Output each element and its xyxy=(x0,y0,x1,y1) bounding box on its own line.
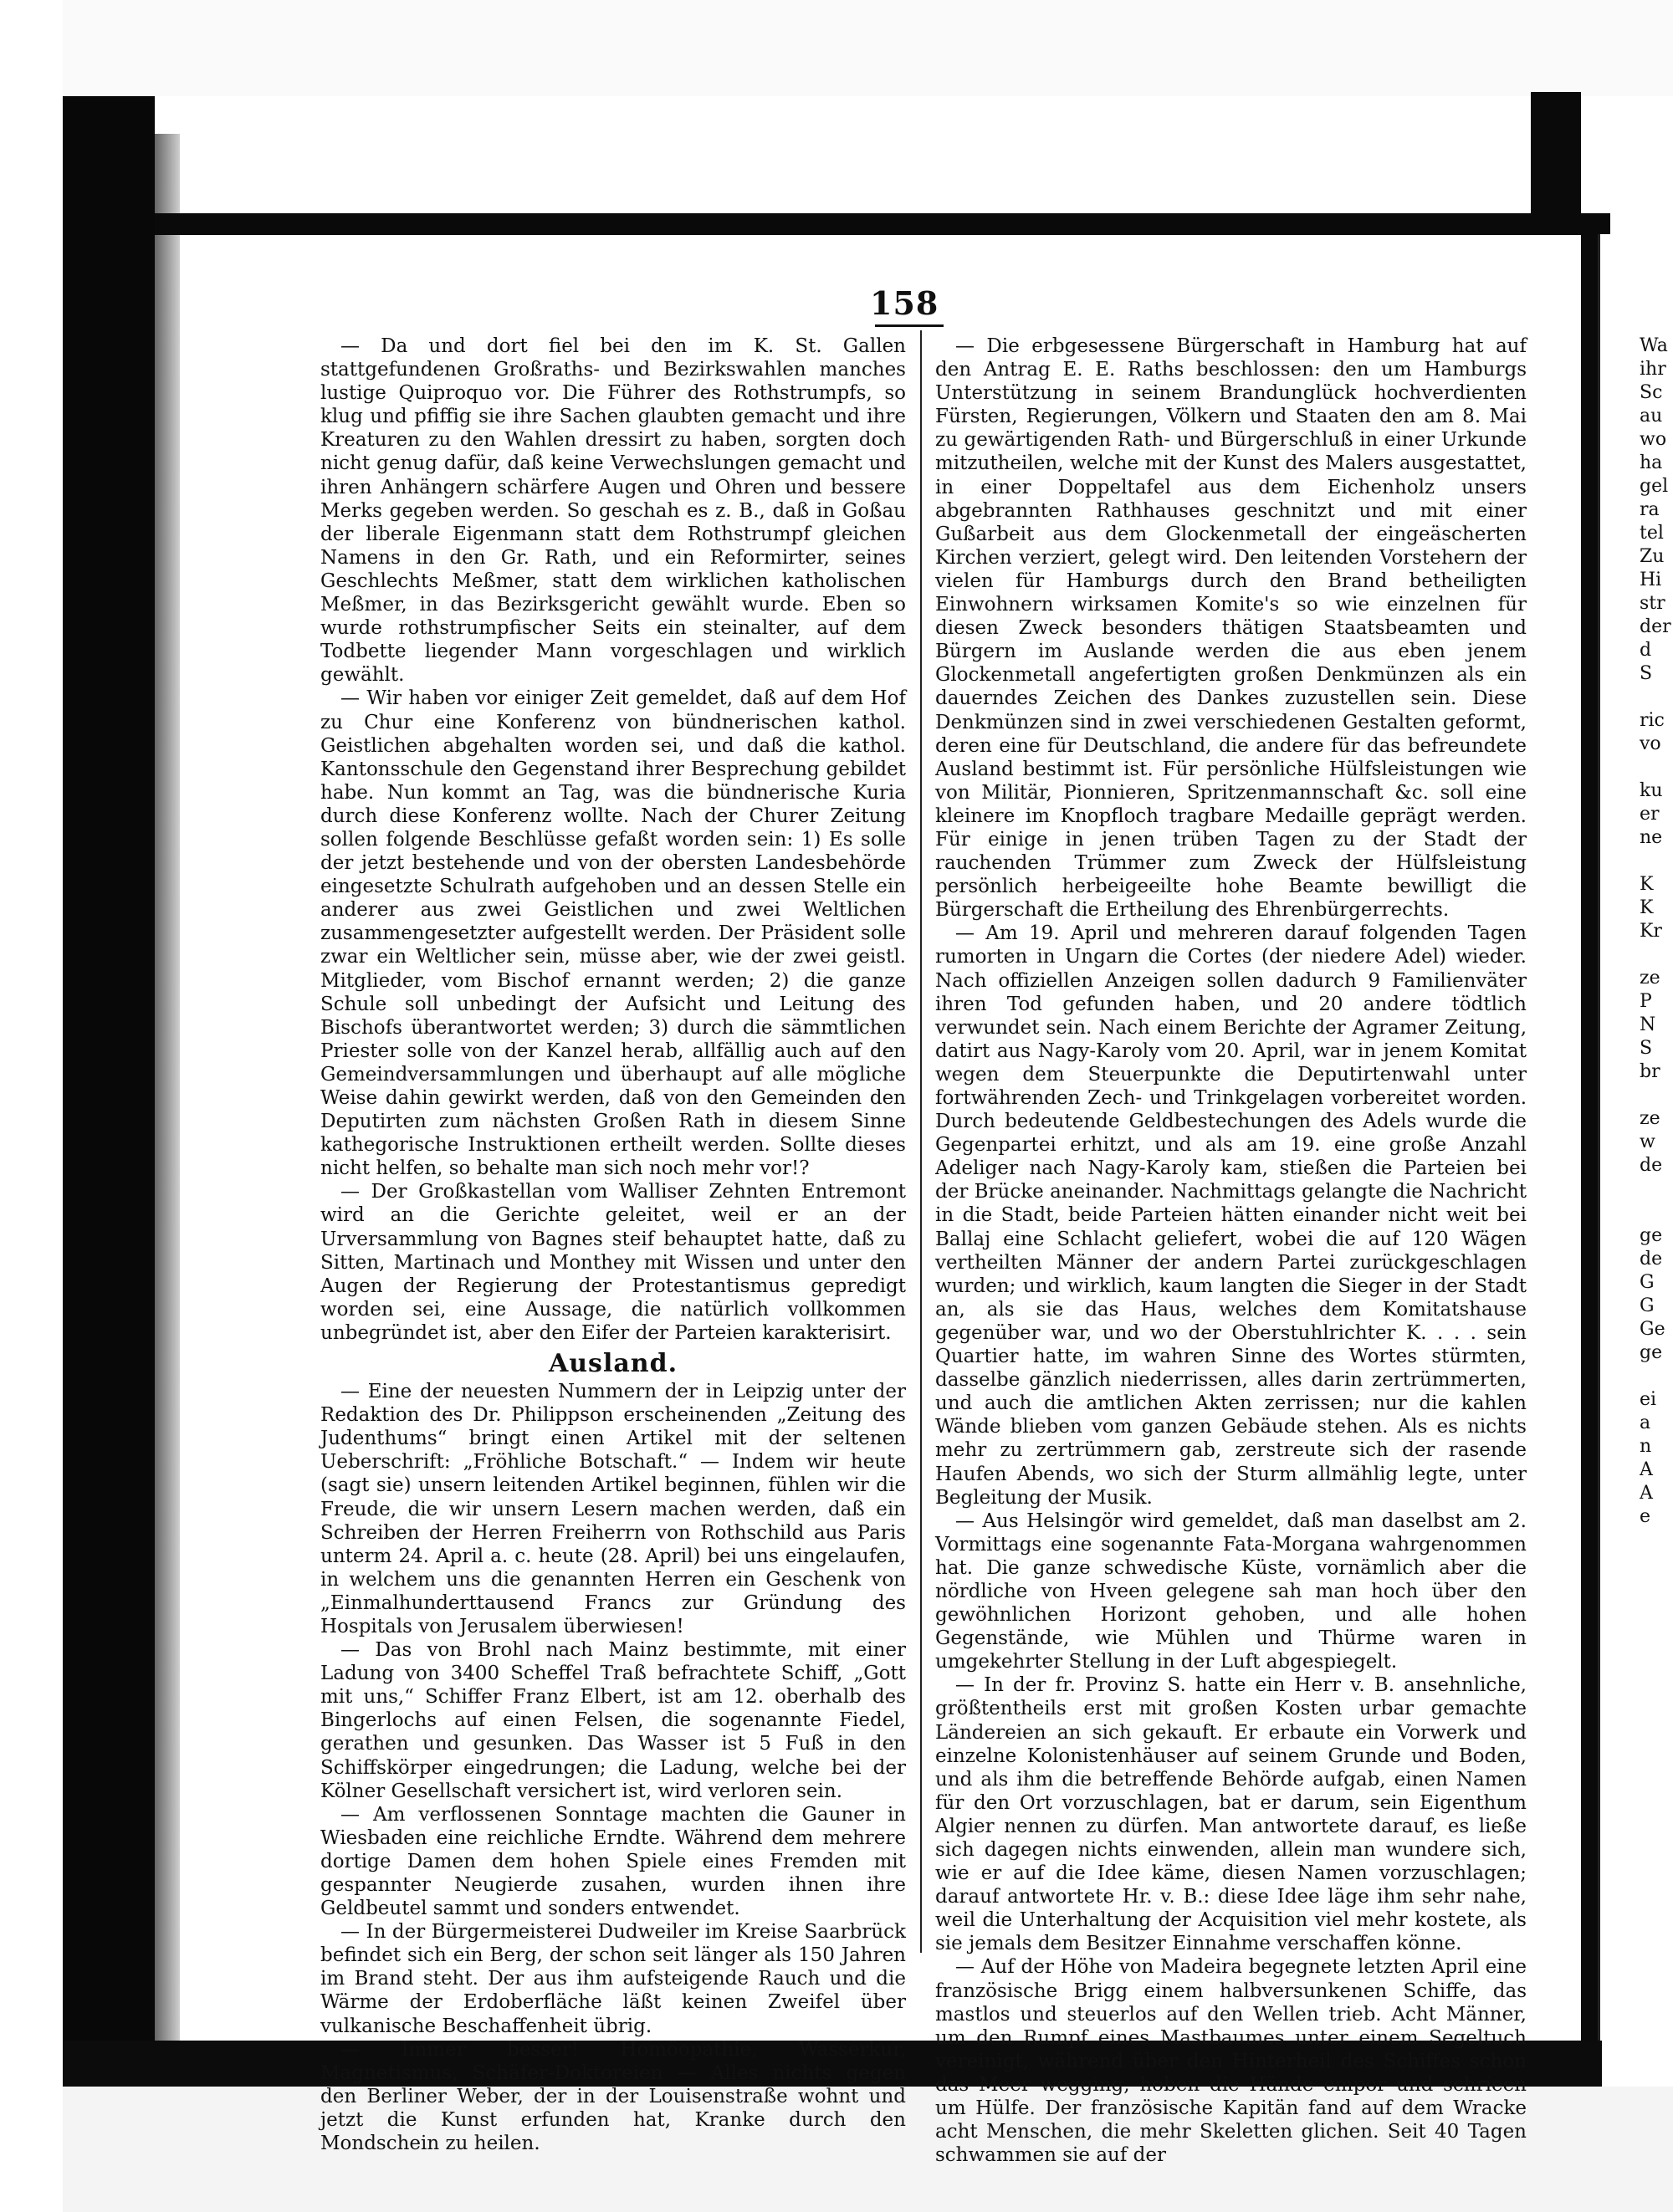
next-page-fragment xyxy=(1640,943,1673,967)
next-page-fragment: ne xyxy=(1640,827,1663,848)
next-page-fragment: G xyxy=(1640,1295,1655,1316)
next-page-fragment: au xyxy=(1640,406,1663,427)
next-page-fragment: br xyxy=(1640,1061,1660,1082)
section-heading: Ausland. xyxy=(548,1349,678,1379)
next-page-fragment: Hi xyxy=(1640,570,1662,590)
next-page-fragment: ei xyxy=(1640,1389,1657,1410)
next-page-fragment xyxy=(1640,756,1673,779)
article-paragraph: — Da und dort fiel bei den im K. St. Gallen stattgefundenen Großraths- und Bezirkswahlen manches lustige Quiproquo vor. Die Führer des Rothstrumpfs, so klug und pfiffig sie ihre Sachen glaubten gemacht und ihre Kreaturen zu den Wahlen dressirt zu haben, sorgten doch nicht genug dafür, daß keine Verwechslungen gemacht und ihren Anhängern schärfere Augen und Ohren und bessere Merks gegeben werden. So geschah es z. B., daß in Goßau der liberale Eigenmann statt dem Rothstrumpf gleichen Namens in den Gr. Rath, und ein Reformirter, seines Geschlechts Meßmer, statt dem wirklichen katholischen Meßmer, in das Bezirksgericht gewählt wurde. Eben so wurde rothstrumpfischer Seits ein steinalter, auf dem Todbette liegender Mann vorgeschlagen und wirklich gewählt. xyxy=(320,335,906,687)
next-page-fragment: Sc xyxy=(1640,382,1663,403)
next-page-fragment: tel xyxy=(1640,523,1664,544)
scan-top-border xyxy=(155,213,1610,235)
scan-top-margin xyxy=(63,0,1673,96)
next-page-fragment: vo xyxy=(1640,733,1661,754)
next-page-fragment: A xyxy=(1640,1459,1653,1480)
next-page-fragment xyxy=(1640,1178,1673,1201)
next-page-fragment: e xyxy=(1640,1506,1651,1527)
scan-right-top-border xyxy=(1531,92,1581,226)
next-page-fragment: K xyxy=(1640,897,1654,918)
article-paragraph: — Eine der neuesten Nummern der in Leipzig unter der Redaktion des Dr. Philippson erscheinenden „Zeitung des Judenthums“ bringt einen Artikel mit der seltenen Ueberschrift: „Fröhliche Botschaft.“ — Indem wir heute (sagt sie) unsern leitenden Artikel beginnen, fühlen wir die Freude, die wir unsern Lesern machen werden, daß ein Schreiben der Herren Freiherrn von Rothschild aus Paris unterm 24. April a. c. heute (28. April) bei uns eingelaufen, in welchem uns die genannten Herren ein Geschenk von „Einmalhunderttausend Francs zur Gründung des Hospitals von Jerusalem überwiesen! xyxy=(320,1381,906,1637)
next-page-fragment: ha xyxy=(1640,452,1663,473)
next-page-fragment: er xyxy=(1640,804,1660,825)
next-page-fragment xyxy=(1640,1365,1673,1388)
next-page-fragment xyxy=(1640,686,1673,709)
next-page-fragment: w xyxy=(1640,1132,1655,1152)
next-page-fragment: ze xyxy=(1640,968,1660,989)
next-page-fragment: Wa xyxy=(1640,335,1668,356)
right-column xyxy=(935,335,1527,2167)
next-page-fragment: ge xyxy=(1640,1342,1663,1363)
next-page-fragment: gel xyxy=(1640,476,1669,497)
article-paragraph: — Auf der Höhe von Madeira begegnete letzten April eine französische Brigg einem halbversunkenen Schiffe, das mastlos und steuerlos auf den Wellen trieb. Acht Männer, um den Rumpf eines Mastbaumes unter einem Segeltuch vereinigt, während über den Hinterheil des Schiffes schon das Meer wegging, hoben die Hände empor und schrieen um Hülfe. Der französische Kapitän fand auf dem Wracke acht Menschen, die mehr Skeletten glichen. Seit 40 Tagen schwammen sie auf der xyxy=(935,1956,1527,2167)
next-page-fragment: wo xyxy=(1640,429,1667,450)
next-page-fragment: str xyxy=(1640,593,1665,614)
next-page-fragment: A xyxy=(1640,1483,1653,1504)
next-page-fragment: d xyxy=(1640,640,1652,661)
article-paragraph: — Die erbgesessene Bürgerschaft in Hamburg hat auf den Antrag E. E. Raths beschlossen: den um Hamburgs Unterstützung in seinem Brandunglück hochverdienten Fürsten, Regierungen, Völkern und Staaten den am 8. Mai zu gewärtigenden Rath- und Bürgerschluß in einer Urkunde mitzutheilen, welche mit der Kunst des Malers ausgestattet, in einer Doppeltafel aus dem Eichenholz unsers abgebrannten Rathhauses geschnitzt und mit einer Gußarbeit aus dem Glockenmetall der eingeäscherten Kirchen verziert, gelegt wird. Den leitenden Vorstehern der vielen für Hamburgs durch den Brand betheiligten Einwohnern wirksamen Komite's so wie einzelnen für diesen Zweck besonders thätigen Staatsbeamten und Bürgern im Auslande werden die aus eben jenem Glockenmetall angefertigten großen Denkmünzen als ein dauerndes Zeichen des Dankes zuzustellen sein. Diese Denkmünzen sind in zwei verschiedenen Gestalten geformt, deren eine für Deutschland, die andere für das befreundete Ausland bestimmt ist. Für persönliche Hülfsleistungen wie von Militär, Pionnieren, Spritzenmannschaft &c. soll eine kleinere im Knopfloch tragbare Medaille geprägt werden. Für einige in jenen trüben Tagen zu der Stadt der rauchenden Trümmer zum Zweck der Hülfsleistung persönlich herbeigeeilte hohe Beamte bewilligt die Bürgerschaft die Ertheilung des Ehrenbürgerrechts. xyxy=(935,335,1527,922)
next-page-fragment xyxy=(1640,850,1673,873)
next-page-fragment: Ge xyxy=(1640,1319,1665,1340)
next-page-fragment: N xyxy=(1640,1014,1656,1035)
page-number: 158 xyxy=(870,284,939,322)
article-paragraph: — Das von Brohl nach Mainz bestimmte, mit einer Ladung von 3400 Scheffel Traß befrachtete Schiff, „Gott mit uns,“ Schiffer Franz Elbert, ist am 12. oberhalb des Bingerlochs auf einen Felsen, die sogenannte Fiedel, gerathen und gesunken. Das Wasser ist 5 Fuß in den Schiffskörper eingedrungen; die Ladung, welche bei der Kölner Gesellschaft versichert ist, wird verloren sein. xyxy=(320,1639,906,1802)
left-column xyxy=(320,335,906,2155)
next-page-fragment: ric xyxy=(1640,710,1665,731)
next-page-fragment: S xyxy=(1640,663,1653,684)
next-page-fragment: a xyxy=(1640,1413,1651,1433)
next-page-fragment: de xyxy=(1640,1155,1663,1176)
next-page-fragment: de xyxy=(1640,1249,1663,1269)
next-page-text-fragments xyxy=(1640,335,1673,1529)
next-page-fragment: ra xyxy=(1640,499,1660,520)
article-paragraph: — Der Großkastellan vom Walliser Zehnten Entremont wird an die Gerichte geleitet, weil er an der Urversammlung von Bagnes steif behauptet hatte, daß zu Sitten, Martinach und Monthey mit Wissen und unter den Augen der Regierung der Protestantismus gepredigt worden sei, eine Aussage, die natürlich vollkommen unbegründet ist, aber den Eifer der Parteien karakterisirt. xyxy=(320,1181,906,1344)
next-page-fragment xyxy=(1640,1201,1673,1224)
book-spine xyxy=(1581,226,1598,2087)
book-page-edges xyxy=(155,134,180,2082)
article-paragraph: — Immer besser! Homöopathie, Wasserkur, Magnetismus, Schäfer-Doktoreien — Alles nichts gegen den Berliner Weber, der in der Louisenstraße wohnt und jetzt die Kunst erfunden hat, Kranke durch den Mondschein zu heilen. xyxy=(320,2038,906,2155)
next-page-fragment: S xyxy=(1640,1038,1653,1059)
next-page-fragment: ze xyxy=(1640,1108,1660,1129)
scan-left-border xyxy=(63,96,155,2087)
next-page-fragment: G xyxy=(1640,1272,1655,1293)
next-page-fragment: ge xyxy=(1640,1225,1663,1246)
next-page-fragment: Zu xyxy=(1640,546,1665,567)
next-page-fragment: n xyxy=(1640,1436,1652,1457)
column-divider xyxy=(920,330,922,1953)
article-paragraph: — Am 19. April und mehreren darauf folgenden Tagen rumorten in Ungarn die Cortes (der niedere Adel) wieder. Nach offiziellen Anzeigen sollen dadurch 9 Familienväter ihren Tod gefunden haben, und 20 andere tödtlich verwundet sein. Nach einem Berichte der Agramer Zeitung, datirt aus Nagy-Karoly vom 20. April, war in jenem Komitat wegen dem Steuerpunkte die Deputirtenwahl unter fortwährenden Zech- und Trinkgelagen vorbereitet worden. Durch bedeutende Geldbestechungen des Adels wurde die Gegenpartei erhitzt, und als am 19. eine große Anzahl Adeliger nach Nagy-Karoly kam, stießen die Parteien bei der Brücke aneinander. Nachmittags gelangte die Nachricht in die Stadt, beide Parteien hätten einander nicht weit bei Ballaj eine Schlacht geliefert, wobei die auf 120 Wägen vertheilten Männer der andern Partei zurückgeschlagen wurden; und wirklich, kaum langten die Sieger in der Stadt an, als sie das Haus, welches dem Komitatshause gegenüber war, und wo der Oberstuhlrichter K. . . . sein Quartier hatte, im wahren Sinne des Wortes stürmten, dasselbe gänzlich niederrissen, alles darin zertrümmerten, und auch die amtlichen Akten zerrissen; nur die kahlen Wände blieben vom ganzen Gebäude stehen. Als es nichts mehr zu zertrümmern gab, zerstreute sich der rasende Haufen Abends, wo sich der Sturm allmählig legte, unter Begleitung der Musik. xyxy=(935,922,1527,1509)
next-page-fragment: Kr xyxy=(1640,921,1662,942)
article-paragraph: — In der Bürgermeisterei Dudweiler im Kreise Saarbrück befindet sich ein Berg, der schon seit länger als 150 Jahren im Brand steht. Der aus ihm aufsteigende Rauch und die Wärme der Erdoberfläche läßt keinen Zweifel über vulkanische Beschaffenheit übrig. xyxy=(320,1921,906,2037)
next-page-fragment: P xyxy=(1640,991,1652,1012)
next-page-fragment xyxy=(1640,1084,1673,1107)
article-paragraph: — In der fr. Provinz S. hatte ein Herr v. B. ansehnliche, größtentheils erst mit großen Kosten urbar gemachte Ländereien an sich gekauft. Er erbaute ein Vorwerk und einzelne Kolonistenhäuser auf seinem Grunde und Boden, und als ihm die betreffende Behörde aufgab, einen Namen für den Ort vorzuschlagen, bat er darum, sein Eigenthum Algier nennen zu dürfen. Man antwortete darauf, es ließe sich dagegen nichts einwenden, allein man wundere sich, wie er auf die Idee käme, diesen Namen vorzuschlagen; darauf antwortete Hr. v. B.: diese Idee läge ihm sehr nahe, weil die Unterhaltung der Acquisition viel mehr kostete, als sie jemals dem Besitzer Einnahme verschaffen könne. xyxy=(935,1674,1527,1955)
article-paragraph: — Am verflossenen Sonntage machten die Gauner in Wiesbaden eine reichliche Erndte. Während dem mehrere dortige Damen dem hohen Spiele eines Fremden mit gespannter Neugierde zusahen, wurden ihnen ihre Geldbeutel sammt und sonders entwendet. xyxy=(320,1803,906,1920)
next-page-fragment: K xyxy=(1640,874,1654,895)
next-page-fragment: ihr xyxy=(1640,359,1666,380)
article-paragraph: — Wir haben vor einiger Zeit gemeldet, daß auf dem Hof zu Chur eine Konferenz von bündnerischen kathol. Geistlichen abgehalten worden sei, und daß die kathol. Kantonsschule den Gegenstand ihrer Besprechung gebildet habe. Nun kommt an Tag, was die bündnerische Kuria durch diese Konferenz wollte. Nach der Churer Zeitung sollen folgende Beschlüsse gefaßt worden sein: 1) Es solle der jetzt bestehende und von der obersten Landesbehörde eingesetzte Schulrath aufgehoben und an dessen Stelle ein anderer aus zwei Geistlichen und zwei Weltlichen zusammengesetzter aufgestellt werden. Der Präsident solle zwar ein Weltlicher sein, müsse aber, wie der zwei geistl. Mitglieder, vom Bischof ernannt werden; 2) die ganze Schule soll unbedingt der Aufsicht und Leitung des Bischofs überantwortet werden; 3) durch die sämmtlichen Priester solle von der Kanzel herab, allfällig auch auf den Gemeindversammlungen und überhaupt auf alle mögliche Weise dahin gewirkt werden, daß von den Gemeinden den Deputirten zum nächsten Großen Rath in diesem Sinne kathegorische Instruktionen ertheilt werden. Sollte dieses nicht helfen, so behalte man sich noch mehr vor!? xyxy=(320,687,906,1180)
article-paragraph: — Aus Helsingör wird gemeldet, daß man daselbst am 2. Vormittags eine sogenannte Fata-Morgana wahrgenommen hat. Die ganze schwedische Küste, vornämlich aber die nördliche von Hveen gelegene sah man hoch über den gewöhnlichen Horizont gehoben, und alle hohen Gegenstände, wie Mühlen und Thürme waren in umgekehrter Stellung in der Luft abgespiegelt. xyxy=(935,1510,1527,1673)
next-page-fragment: der xyxy=(1640,616,1671,637)
next-page-fragment: ku xyxy=(1640,780,1663,801)
page-number-rule xyxy=(875,324,944,327)
